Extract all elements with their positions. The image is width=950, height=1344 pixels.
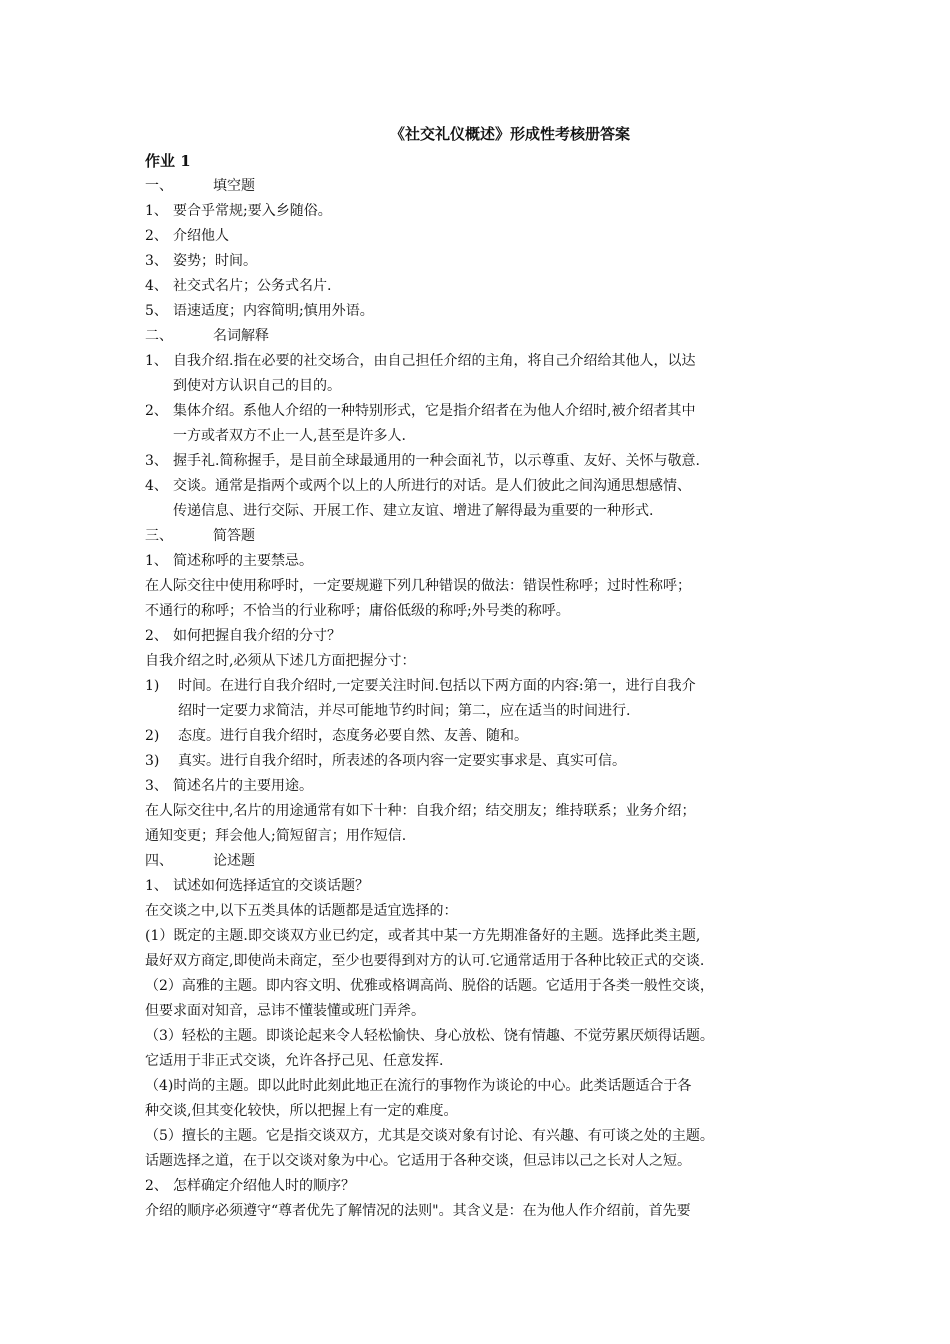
- answer-text: （5）擅长的主题。它是指交谈双方，尤其是交谈对象有讨论、有兴趣、有可谈之处的主题。: [145, 1128, 714, 1144]
- item-text: 语速适度；内容简明;慎用外语。: [173, 303, 374, 319]
- item-text: 绍时一定要力求简洁，并尽可能地节约时间；第二，应在适当的时间进行.: [178, 703, 631, 719]
- answer-text: 话题选择之道，在于以交谈对象为中心。它适用于各种交谈，但忌讳以己之长对人之短。: [145, 1153, 691, 1169]
- section-heading-terms: [145, 324, 815, 349]
- item-text: 介绍他人: [173, 228, 229, 244]
- answer-text: 最好双方商定,即使尚未商定，至少也要得到对方的认可.它通常适用于各种比较正式的交谈.: [145, 953, 705, 969]
- item-number: 2、: [145, 228, 168, 244]
- item-number: 2、: [145, 403, 168, 419]
- list-item: [145, 299, 815, 324]
- item-text: 握手礼.简称握手，是目前全球最通用的一种会面礼节，以示尊重、友好、关怀与敬意.: [173, 453, 700, 469]
- section-label: 填空题: [213, 178, 255, 194]
- item-number: 1、: [145, 353, 168, 369]
- answer-text: 它适用于非正式交谈，允许各抒己见、任意发挥.: [145, 1053, 444, 1069]
- item-number: 5、: [145, 303, 168, 319]
- answer-text: （3）轻松的主题。即谈论起来令人轻松愉快、身心放松、饶有情趣、不觉劳累厌烦得话题。: [145, 1028, 714, 1044]
- item-number: 1、: [145, 203, 168, 219]
- answer-text: (1）既定的主题.即交谈双方业已约定，或者其中某一方先期准备好的主题。选择此类主题,: [145, 928, 701, 944]
- question-text: 如何把握自我介绍的分寸？: [173, 628, 341, 644]
- item-text: 集体介绍。系他人介绍的一种特别形式，它是指介绍者在为他人介绍时,被介绍者其中: [173, 403, 696, 419]
- answer-text: 自我介绍之时,必须从下述几方面把握分寸：: [145, 653, 416, 669]
- item-number: 1): [145, 678, 160, 694]
- question-number: 2、: [145, 628, 168, 644]
- section-label: 论述题: [213, 853, 255, 869]
- item-text: 交谈。通常是指两个或两个以上的人所进行的对话。是人们彼此之间沟通思想感情、: [173, 478, 691, 494]
- question-number: 3、: [145, 778, 168, 794]
- section-number: 三、: [145, 528, 173, 544]
- question: [145, 549, 815, 574]
- list-item: [145, 349, 815, 399]
- item-number: 4、: [145, 478, 168, 494]
- section-number: 一、: [145, 178, 173, 194]
- item-number: 3): [145, 753, 160, 769]
- list-item: [145, 674, 815, 724]
- list-item: [145, 399, 815, 449]
- assignment-heading: 作业 1: [145, 152, 191, 170]
- question-number: 1、: [145, 553, 168, 569]
- section-heading-essay: [145, 849, 815, 874]
- answer-text: （4)时尚的主题。即以此时此刻此地正在流行的事物作为谈论的中心。此类话题适合于各: [145, 1078, 692, 1094]
- list-item: [145, 724, 815, 749]
- question: [145, 774, 815, 799]
- question-text: 简述称呼的主要禁忌。: [173, 553, 313, 569]
- list-item: [145, 749, 815, 774]
- section-number: 二、: [145, 328, 173, 344]
- section-label: 名词解释: [213, 328, 269, 344]
- answer-text: 介绍的顺序必须遵守“尊者优先了解情况的法则"。其含义是：在为他人作介绍前，首先要: [145, 1203, 691, 1219]
- section-number: 四、: [145, 853, 173, 869]
- item-number: 2): [145, 728, 160, 744]
- item-text: 自我介绍.指在必要的社交场合，由自己担任介绍的主角，将自己介绍给其他人，以达: [173, 353, 696, 369]
- answer-text: 通知变更；拜会他人;简短留言；用作短信.: [145, 828, 407, 844]
- question-text: 简述名片的主要用途。: [173, 778, 313, 794]
- answer-text: 在人际交往中使用称呼时，一定要规避下列几种错误的做法：错误性称呼；过时性称呼；: [145, 578, 691, 594]
- list-item: [145, 274, 815, 299]
- item-text: 姿势；时间。: [173, 253, 257, 269]
- item-number: 3、: [145, 453, 168, 469]
- item-text: 传递信息、进行交际、开展工作、建立友谊、增进了解得最为重要的一种形式.: [173, 503, 654, 519]
- section-heading-short-answer: [145, 524, 815, 549]
- item-text: 一方或者双方不止一人,甚至是许多人.: [173, 428, 406, 444]
- item-text: 时间。在进行自我介绍时,一定要关注时间.包括以下两方面的内容:第一，进行自我介: [178, 678, 696, 694]
- section-label: 简答题: [213, 528, 255, 544]
- document-title: 《社交礼仪概述》形成性考核册答案: [389, 125, 630, 143]
- answer-text: 种交谈,但其变化较快，所以把握上有一定的难度。: [145, 1103, 458, 1119]
- question-text: 试述如何选择适宜的交谈话题？: [173, 878, 369, 894]
- answer-text: 在人际交往中,名片的用途通常有如下十种：自我介绍；结交朋友；维持联系；业务介绍；: [145, 803, 696, 819]
- list-item: [145, 199, 815, 224]
- question-number: 1、: [145, 878, 168, 894]
- answer-text: （2）高雅的主题。即内容文明、优雅或格调高尚、脱俗的话题。它适用于各类一般性交谈，: [145, 978, 714, 994]
- answer-text: 在交谈之中,以下五类具体的话题都是适宜选择的：: [145, 903, 458, 919]
- question-text: 怎样确定介绍他人时的顺序？: [173, 1178, 355, 1194]
- answer-text: 但要求面对知音，忌讳不懂装懂或班门弄斧。: [145, 1003, 425, 1019]
- item-number: 4、: [145, 278, 168, 294]
- answer-text: 不通行的称呼；不恰当的行业称呼；庸俗低级的称呼;外号类的称呼。: [145, 603, 570, 619]
- question-number: 2、: [145, 1178, 168, 1194]
- list-item: [145, 449, 815, 474]
- list-item: [145, 249, 815, 274]
- question: [145, 1174, 815, 1199]
- question: [145, 624, 815, 649]
- item-text: 到使对方认识自己的目的。: [173, 378, 341, 394]
- item-text: 要合乎常规;要入乡随俗。: [173, 203, 332, 219]
- question: [145, 874, 815, 899]
- document-page: [145, 122, 815, 1224]
- section-heading-fill-in: [145, 174, 815, 199]
- list-item: [145, 224, 815, 249]
- item-text: 社交式名片；公务式名片.: [173, 278, 332, 294]
- list-item: [145, 474, 815, 524]
- item-text: 态度。进行自我介绍时，态度务必要自然、友善、随和。: [178, 728, 528, 744]
- item-text: 真实。进行自我介绍时，所表述的各项内容一定要实事求是、真实可信。: [178, 753, 626, 769]
- item-number: 3、: [145, 253, 168, 269]
